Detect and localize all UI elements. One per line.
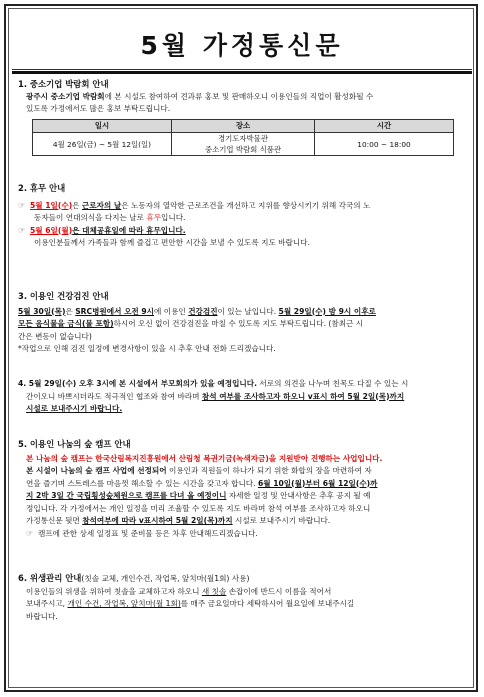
section-forest-camp: [18, 438, 470, 540]
schedule-table: [32, 119, 454, 157]
section-text: ☞ 캠프에 관한 상세 일정표 및 준비물 등은 차후 안내해드리겠습니다.: [18, 528, 470, 541]
section-text: 가정통신문 뒷면 참석여부에 따라 v표시하여 5월 2일(목)까지 시설로 보내주시기 바랍니다.: [26, 516, 331, 525]
title-divider: [12, 69, 472, 70]
section-text: 4. 5월 29일(수) 오후 3시에 본 시설에서 부모회의가 있을 예정입니다. 서로의 의견을 나누며 친목도 다질 수 있는 시: [18, 379, 409, 388]
section-text: 5월 30일(목)은 SRC병원에서 오전 9시에 이용인 건강검진이 있는 날입니다. 5월 29일(수) 밤 9시 이후로: [18, 306, 376, 316]
section-text: 정입니다. 각 가정에서는 개인 일정을 미리 조율할 수 있도록 지도 바라며 참석 여부를 조사하고자 하오니: [26, 503, 371, 513]
section-text: 모든 음식물을 금식(물 포함)하시어 오신 없이 건강검진을 마칠 수 있도록 지도 부탁드립니다. (참최근 시: [18, 319, 364, 328]
column-header: 시간: [315, 119, 454, 133]
section-heading: 3. 이용인 건강검진 안내: [18, 291, 109, 301]
section-expo: [18, 78, 470, 156]
section-text: 보내주시고, 개인 수건, 작업복, 앞치마(월 1회)를 매주 금요일마다 세탁하시어 월요일에 보내주시길: [26, 599, 355, 608]
section-health-check: [18, 290, 470, 356]
section-text: 연을 즐기며 스트레스를 마음껏 해소할 수 있는 시간을 갖고자 합니다. 6월 10일(월)부터 6월 12일(수)까: [26, 478, 378, 488]
section-hygiene: [18, 572, 470, 623]
column-header: 일시: [33, 119, 172, 133]
section-heading: 1. 중소기업 박람회 안내: [18, 79, 109, 89]
pointing-hand-icon: ☞: [18, 200, 26, 210]
table-cell: 10:00 ~ 18:00: [315, 133, 454, 156]
section-text: 이용인들의 위생을 위하여 칫솔을 교체하고자 하오니 새 칫솔 손잡이에 반드시 이름을 적어서: [26, 586, 332, 596]
section-text: 있도록 가정에서도 많은 홍보 부탁드립니다.: [26, 104, 171, 113]
section-text: 광주시 중소기업 박람회에 본 시설도 참여하여 견과류 홍보 및 판매하오니 이용인들의 직업이 활성화될 수: [26, 91, 374, 101]
table-cell: 경기도자박물관 중소기업 박람회 식품관: [171, 133, 314, 156]
section-text: 본 시설이 나눔의 숲 캠프 사업에 선정되어 이용인과 직원들이 하나가 되기 위한 화합의 장을 마련하여 자: [26, 466, 372, 475]
section-parent-meeting: [18, 378, 470, 416]
section-text: 간은 변동이 없습니다): [18, 331, 92, 341]
section-text: 동자들이 연대의식을 다지는 날로 휴무입니다.: [34, 213, 186, 222]
section-heading-line: 6. 위생관리 안내(칫솔 교체, 개인수건, 작업복, 앞치마(월1회) 사용): [18, 573, 250, 583]
section-text: ☞ 5월 1일(수)은 근로자의 날은 노동자의 열악한 근로조건을 개선하고 지위를 향상시키기 위해 각국의 노: [18, 200, 470, 213]
section-text: 본 나눔의 숲 캠프는 한국산림복지진흥원에서 산림청 복권기금(녹색자금)을 지원받아 진행하는 사업입니다.: [26, 453, 383, 463]
section-text: 이용인분들께서 가족들과 함께 즐겁고 편안한 시간을 보낼 수 있도록 지도 바랍니다.: [34, 238, 310, 247]
pointing-hand-icon: ☞: [26, 528, 34, 538]
title-divider-thick: [12, 71, 472, 74]
section-heading: 2. 휴무 안내: [18, 183, 66, 193]
section-text: *작업으로 인해 검진 일정에 변경사항이 있을 시 추후 안내 전화 드리겠습니다.: [18, 344, 276, 353]
table-cell: 4월 26일(금) ~ 5월 12일(일): [33, 133, 172, 156]
section-text: 바랍니다.: [26, 611, 58, 621]
section-text: ☞ 5월 6일(월)은 대체공휴일에 따라 휴무입니다.: [18, 225, 470, 238]
section-heading: 5. 이용인 나눔의 숲 캠프 안내: [18, 439, 131, 449]
table-header-row: [33, 119, 454, 133]
column-header: 장소: [171, 119, 314, 133]
page-title: 5월 가정통신문: [140, 31, 344, 60]
section-text: 간이오니 바쁘시더라도 적극적인 협조와 참여 바라며 참석 여부를 조사하고자 하오니 v표시 하여 5월 2일(목)까지: [26, 391, 405, 401]
section-holiday: [18, 182, 470, 250]
table-row: [33, 133, 454, 156]
section-text: 지 2박 3일 간 국립횡성숲체원으로 캠프를 다녀 올 예정이니 자세한 일정 및 안내사항은 추후 공지 될 예: [26, 491, 371, 500]
section-text: 시설로 보내주시기 바랍니다.: [26, 404, 123, 413]
pointing-hand-icon: ☞: [18, 225, 26, 235]
